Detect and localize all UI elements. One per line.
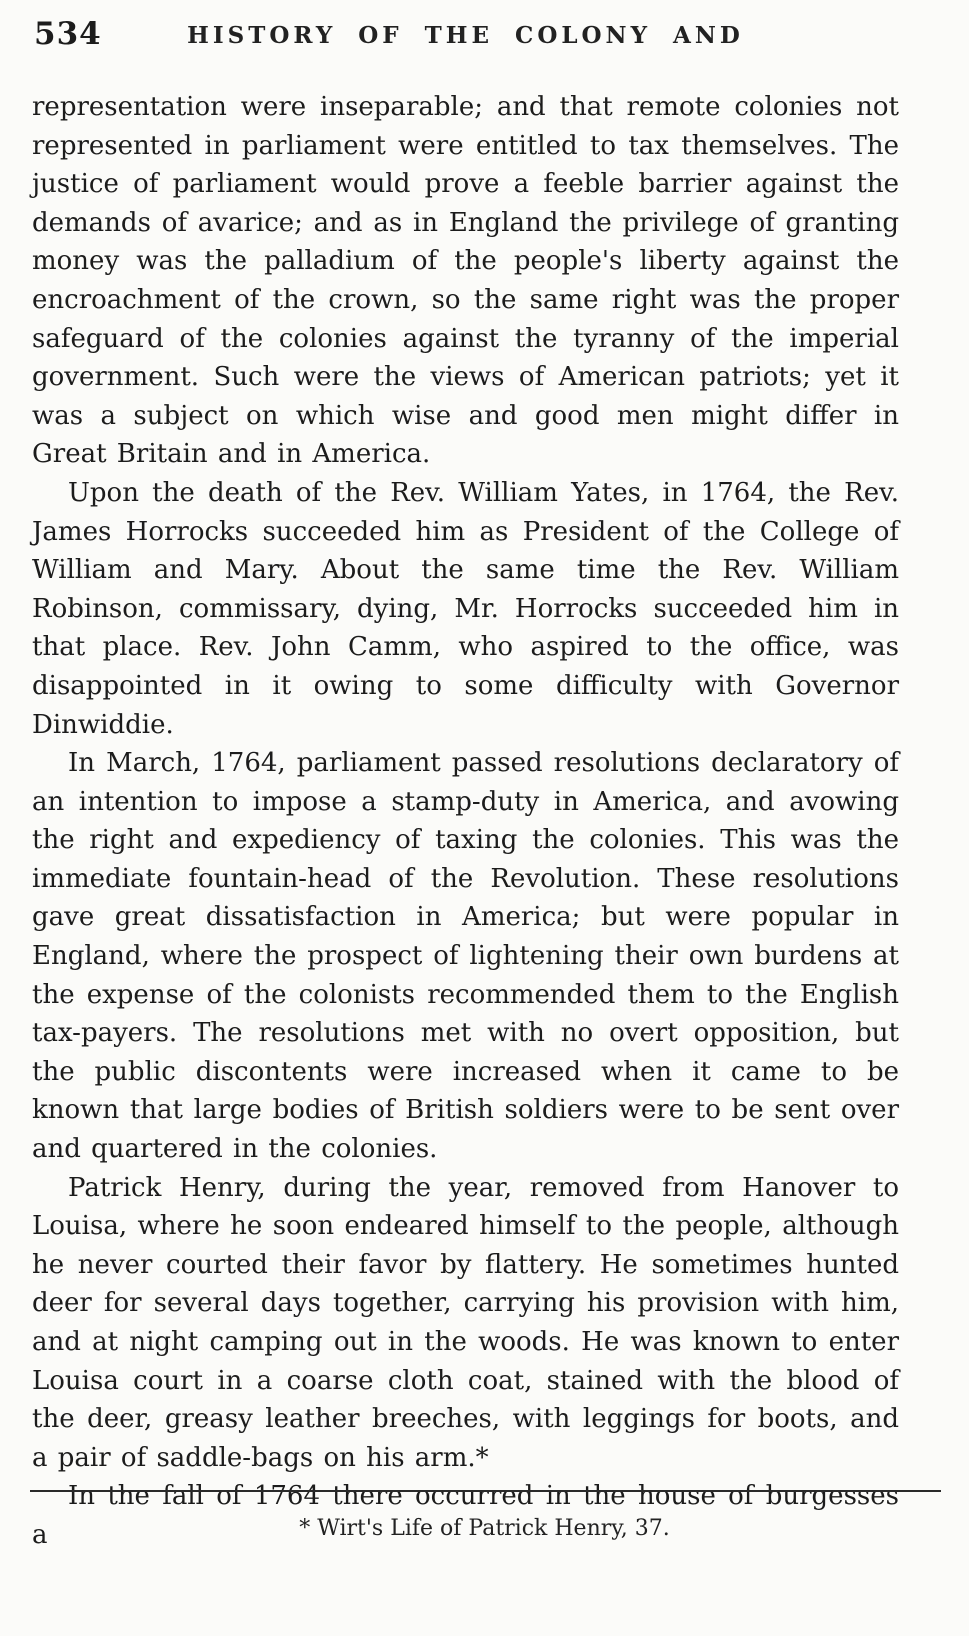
body-paragraph: In March, 1764, parliament passed resolutions declaratory of an intention to impose a stamp-duty in America, and avowing the right and expediency of taxing the colonies. This was the immediate fountain-head of the Revolution. These resolutions gave great dissatisfaction in America; but were popular in England, where the prospect of lightening their own burdens at the expense of the colonists recommended them to the English tax-payers. The resolutions met with no overt opposition, but the public discontents were increased when it came to be known that large bodies of British soldiers were to be sent over and quartered in the colonies.	[32, 748, 899, 1165]
body-paragraph: representation were inseparable; and that remote colonies not represented in parliament were entitled to tax themselves. The justice of parliament would prove a feeble barrier against the demands of avarice; and as in England the privilege of granting money was the palladium of the people's liberty against the encroachment of the crown, so the same right was the proper safeguard of the colonies against the tyranny of the imperial government. Such were the views of American patriots; yet it was a subject on which wise and good men might differ in Great Britain and in America.	[32, 92, 899, 470]
footnote-divider	[30, 1490, 941, 1492]
page-body	[32, 88, 899, 1555]
body-paragraph: Upon the death of the Rev. William Yates, in 1764, the Rev. James Horrocks succeeded him as President of the College of William and Mary. About the same time the Rev. William Robinson, commissary, dying, Mr. Horrocks succeeded him in that place. Rev. John Camm, who aspired to the office, was disappointed in it owing to some difficulty with Governor Dinwiddie.	[32, 477, 899, 740]
body-paragraph: Patrick Henry, during the year, removed from Hanover to Louisa, where he soon endeared himself to the people, although he never courted their favor by flattery. He sometimes hunted deer for several days together, carrying his provision with him, and at night camping out in the woods. He was known to enter Louisa court in a coarse cloth coat, stained with the blood of the deer, greasy leather breeches, with leggings for boots, and a pair of saddle-bags on his arm.*	[32, 1172, 899, 1473]
page-header	[32, 16, 899, 62]
body-paragraph: In the fall of 1764 there occurred in the house of burgesses a	[32, 1481, 899, 1550]
footnote: * Wirt's Life of Patrick Henry, 37.	[299, 1516, 670, 1541]
page-number: 534	[34, 16, 102, 52]
running-title: HISTORY OF THE COLONY AND	[187, 22, 744, 49]
